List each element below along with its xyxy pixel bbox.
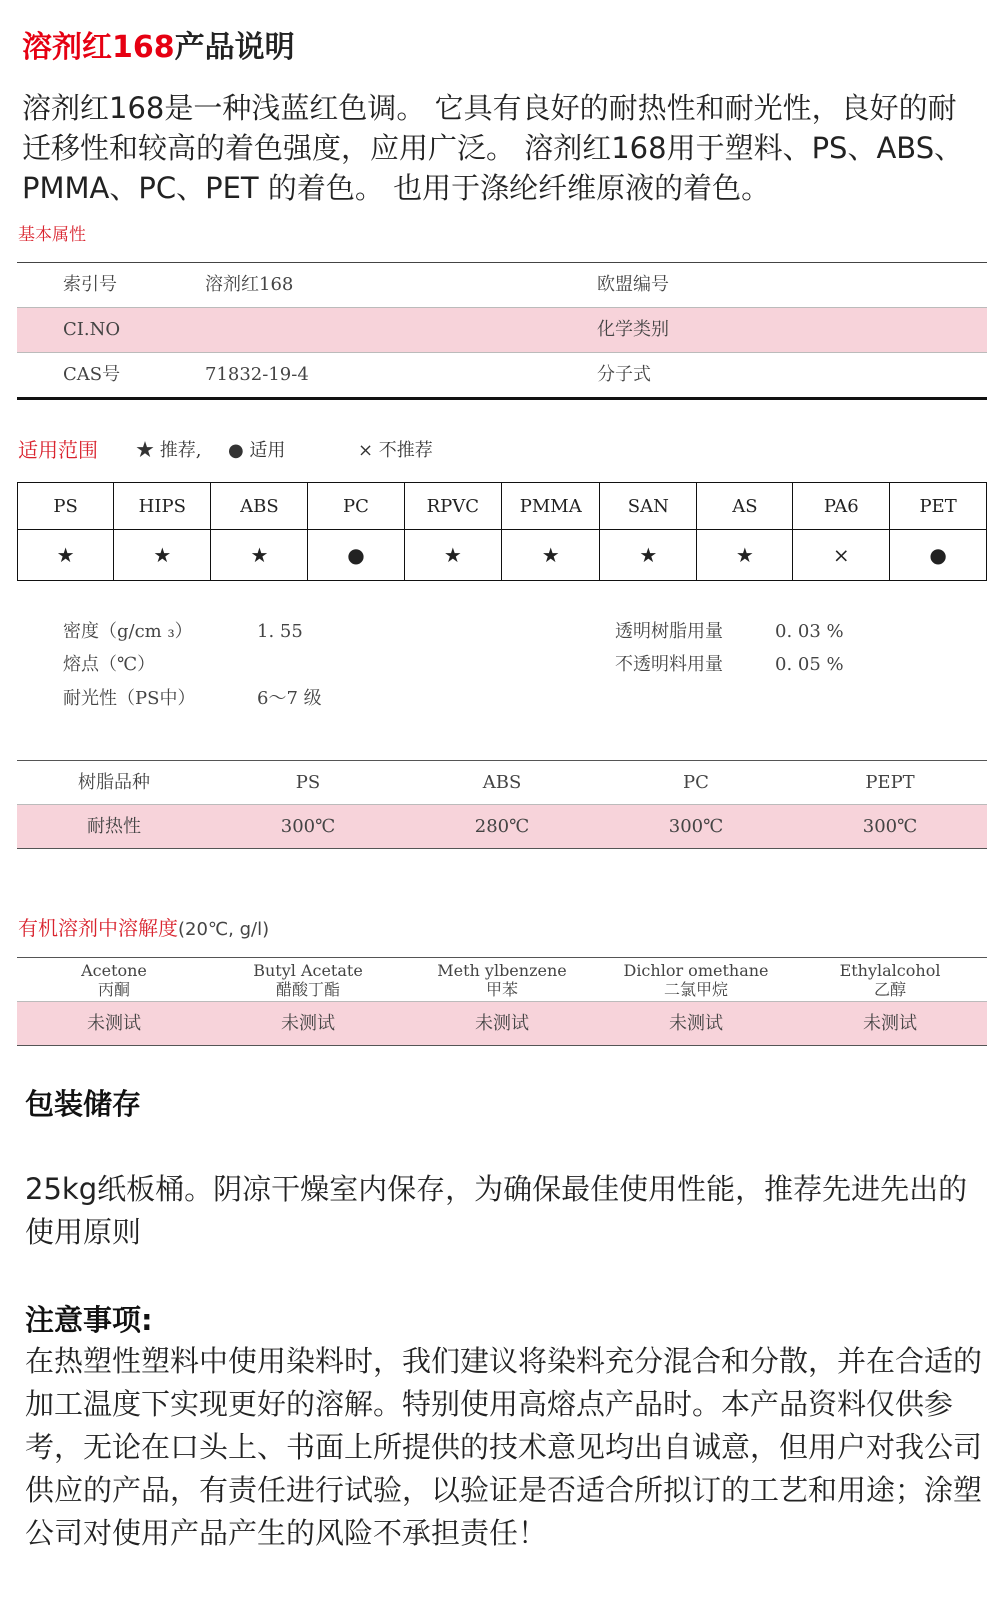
basic-key: 分子式 bbox=[597, 364, 651, 385]
heat-value: 280℃ bbox=[474, 816, 530, 837]
solubility-section bbox=[18, 912, 269, 941]
solvent-zh: 二氯甲烷 bbox=[663, 980, 728, 999]
scope-mark: ★ bbox=[211, 530, 308, 581]
heat-header: ABS bbox=[482, 772, 522, 793]
scope-mark: ★ bbox=[502, 530, 600, 581]
light-value: 6～7 级 bbox=[257, 688, 322, 709]
heat-table bbox=[17, 760, 987, 849]
density-label: 密度（g/cm ₃） bbox=[63, 621, 193, 642]
scope-mark: ● bbox=[308, 530, 404, 581]
scope-header: PET bbox=[890, 483, 987, 530]
basic-row bbox=[17, 308, 987, 353]
scope-header: PA6 bbox=[793, 483, 890, 530]
legend-suitable: ● 适用 bbox=[228, 440, 286, 461]
scope-mark: ★ bbox=[18, 530, 114, 581]
solvent-en: Dichlor omethane bbox=[623, 961, 769, 980]
basic-props-table bbox=[17, 262, 987, 400]
scope-header: PMMA bbox=[502, 483, 600, 530]
heat-value-row bbox=[17, 805, 987, 848]
heat-header: PEPT bbox=[865, 772, 915, 793]
solvent-value: 未测试 bbox=[669, 1013, 723, 1034]
solvent-value: 未测试 bbox=[87, 1013, 141, 1034]
scope-table bbox=[17, 482, 987, 581]
notes-heading: 注意事项: bbox=[25, 1303, 153, 1337]
scope-mark: ★ bbox=[600, 530, 697, 581]
solvent-header bbox=[599, 958, 793, 999]
scope-header: RPVC bbox=[404, 483, 502, 530]
basic-key: CI.NO bbox=[63, 319, 121, 340]
solvent-header bbox=[17, 958, 211, 999]
title-suffix: 产品说明 bbox=[174, 30, 295, 65]
solvent-zh: 醋酸丁酯 bbox=[275, 980, 340, 999]
solvent-header bbox=[211, 958, 405, 999]
transparent-value: 0. 03 % bbox=[775, 621, 844, 642]
melting-label: 熔点（℃） bbox=[63, 654, 156, 675]
scope-mark: × bbox=[793, 530, 890, 581]
scope-header: ABS bbox=[211, 483, 308, 530]
scope-header: PC bbox=[308, 483, 404, 530]
transparent-label: 透明树脂用量 bbox=[615, 621, 723, 642]
heat-header-row bbox=[17, 761, 987, 805]
solvent-en: Acetone bbox=[81, 961, 147, 980]
solvent-en: Butyl Acetate bbox=[253, 961, 363, 980]
light-label: 耐光性（PS中） bbox=[63, 688, 196, 709]
solvent-value-row bbox=[17, 1002, 987, 1045]
basic-row bbox=[17, 263, 987, 308]
page-title bbox=[22, 28, 295, 68]
solvent-header bbox=[793, 958, 987, 999]
heat-value: 300℃ bbox=[862, 816, 918, 837]
solubility-table bbox=[17, 957, 987, 1046]
scope-mark: ★ bbox=[697, 530, 793, 581]
heat-value: 耐热性 bbox=[87, 816, 141, 837]
title-product: 溶剂红168 bbox=[22, 30, 175, 65]
solvent-zh: 甲苯 bbox=[485, 980, 518, 999]
heat-value: 300℃ bbox=[280, 816, 336, 837]
basic-key: 欧盟编号 bbox=[597, 274, 669, 295]
opaque-label: 不透明料用量 bbox=[615, 654, 723, 675]
scope-mark: ● bbox=[890, 530, 987, 581]
solvent-value: 未测试 bbox=[475, 1013, 529, 1034]
scope-header: SAN bbox=[600, 483, 697, 530]
scope-header: HIPS bbox=[114, 483, 211, 530]
basic-key: 化学类别 bbox=[597, 319, 669, 340]
solvent-en: Meth ylbenzene bbox=[437, 961, 567, 980]
packaging-heading: 包装储存 bbox=[25, 1087, 142, 1121]
basic-key: 索引号 bbox=[63, 274, 117, 295]
scope-mark: ★ bbox=[114, 530, 211, 581]
solvent-value: 未测试 bbox=[281, 1013, 335, 1034]
heat-value: 300℃ bbox=[668, 816, 724, 837]
heat-header: 树脂品种 bbox=[78, 772, 150, 793]
solvent-zh: 乙醇 bbox=[873, 980, 906, 999]
solvent-zh: 丙酮 bbox=[97, 980, 130, 999]
solubility-label: 有机溶剂中溶解度 bbox=[18, 916, 178, 940]
basic-key: CAS号 bbox=[63, 364, 121, 385]
solubility-unit: (20℃, g/l) bbox=[178, 919, 270, 940]
basic-value: 溶剂红168 bbox=[205, 274, 294, 295]
heat-header: PC bbox=[683, 772, 709, 793]
legend-recommend: ★ 推荐, bbox=[136, 440, 202, 461]
scope-mark: ★ bbox=[404, 530, 502, 581]
basic-value: 71832-19-4 bbox=[205, 364, 309, 385]
opaque-value: 0. 05 % bbox=[775, 654, 844, 675]
legend-not-recommended: × 不推荐 bbox=[358, 440, 433, 461]
solvent-header-row bbox=[17, 958, 987, 1002]
notes-text: 在热塑性塑料中使用染料时，我们建议将染料充分混合和分散，并在合适的加工温度下实现更好的溶解。特别使用高熔点产品时。本产品资料仅供参考，无论在口头上、书面上所提供的技术意见均出自诚意，但用户对我公司供应的产品，有责任进行试验，以验证是否适合所拟订的工艺和用途；涂塑公司对使用产品产生的风险不承担责任！ bbox=[25, 1344, 983, 1550]
heat-header: PS bbox=[295, 772, 321, 793]
density-value: 1. 55 bbox=[257, 621, 303, 642]
intro-paragraph: 溶剂红168是一种浅蓝红色调。 它具有良好的耐热性和耐光性，良好的耐迁移性和较高的着色强度，应用广泛。 溶剂红168用于塑料、PS、ABS、PMMA、PC、PET 的着色。 也用于涤纶纤维原液的着色。 bbox=[22, 91, 964, 205]
scope-header: PS bbox=[18, 483, 114, 530]
scope-section-label: 适用范围 bbox=[18, 438, 98, 462]
basic-section-label: 基本属性 bbox=[18, 225, 86, 245]
solvent-en: Ethylalcohol bbox=[839, 961, 941, 980]
scope-header: AS bbox=[697, 483, 793, 530]
packaging-text: 25kg纸板桶。阴凉干燥室内保存，为确保最佳使用性能，推荐先进先出的使用原则 bbox=[25, 1172, 968, 1249]
solvent-value: 未测试 bbox=[863, 1013, 917, 1034]
solvent-header bbox=[405, 958, 599, 999]
basic-row bbox=[17, 353, 987, 397]
